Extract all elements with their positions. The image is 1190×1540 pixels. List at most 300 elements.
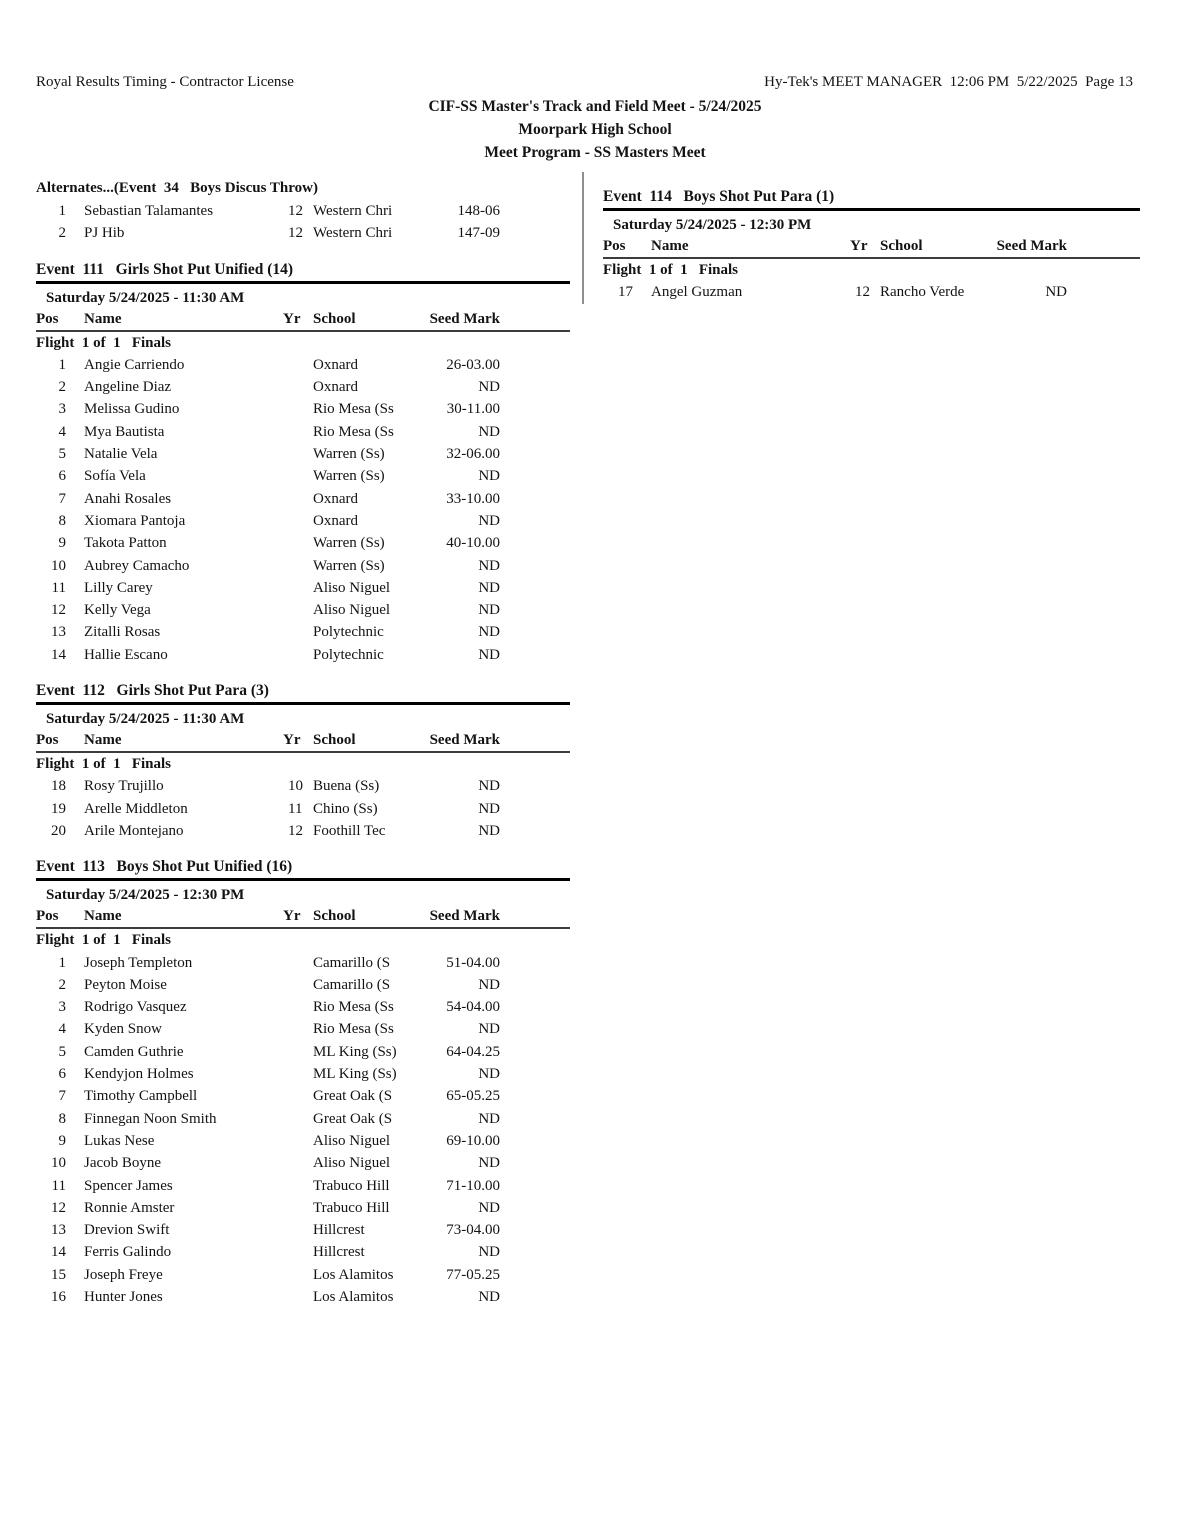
column-header-seed-mark: Seed Mark (429, 908, 500, 925)
entry-seed-mark: 147-09 (457, 225, 500, 242)
entry-seed-mark: 30-11.00 (446, 401, 500, 418)
column-header-pos: Pos (603, 238, 626, 254)
entry-row (36, 1108, 570, 1130)
entry-row (36, 996, 570, 1018)
entry-seed-mark: ND (478, 512, 500, 529)
table-header (36, 906, 570, 929)
entry-seed-mark: 54-04.00 (446, 999, 500, 1016)
entry-year (283, 488, 313, 510)
spacer (66, 996, 84, 1018)
entry-position: 10 (51, 557, 66, 574)
entry-year (283, 599, 313, 621)
entry-row (36, 555, 570, 577)
flight-label: Flight 1 of 1 Finals (36, 334, 172, 351)
entry-row (36, 488, 570, 510)
flight-label: Flight 1 of 1 Finals (36, 756, 172, 773)
entry-position: 8 (58, 512, 66, 529)
column-header-school: School (880, 238, 923, 254)
entry-school: Los Alamitos (313, 1266, 394, 1283)
entry-position: 19 (51, 800, 66, 817)
entry-name: Xiomara Pantoja (84, 512, 186, 529)
entry-seed-mark: ND (478, 468, 500, 485)
event-schedule: Saturday 5/24/2025 - 12:30 PM (613, 217, 812, 233)
entry-school: Los Alamitos (313, 1288, 394, 1305)
entry-row (36, 1041, 570, 1063)
entry-year (283, 532, 313, 554)
spacer (66, 421, 84, 443)
entry-position: 3 (58, 999, 66, 1016)
table-header (36, 309, 570, 332)
spacer (66, 200, 84, 222)
entry-position: 14 (51, 1244, 66, 1261)
spacer (66, 1130, 84, 1152)
entry-seed-mark: 69-10.00 (446, 1132, 500, 1149)
column-header-yr: Yr (283, 732, 301, 749)
entry-row (36, 577, 570, 599)
entry-year (283, 510, 313, 532)
entry-year (283, 555, 313, 577)
entry-row (36, 1175, 570, 1197)
entry-name: Angeline Diaz (84, 379, 172, 396)
spacer (66, 1241, 84, 1263)
entry-seed-mark: 73-04.00 (446, 1222, 500, 1239)
spacer (66, 599, 84, 621)
entry-seed-mark: ND (478, 822, 500, 839)
alternates-rows (36, 200, 570, 245)
entry-year (283, 1041, 313, 1063)
entry-name: Mya Bautista (84, 423, 165, 440)
entry-row (36, 1063, 570, 1085)
entry-seed-mark: ND (478, 1288, 500, 1305)
entry-year (283, 1018, 313, 1040)
entry-seed-mark: ND (478, 800, 500, 817)
entry-seed-mark: ND (478, 379, 500, 396)
spacer (66, 820, 84, 842)
entry-row (36, 376, 570, 398)
spacer (66, 1197, 84, 1219)
entry-year (283, 644, 313, 666)
entry-year: 12 (288, 822, 303, 839)
entry-row (36, 465, 570, 487)
entry-row (36, 974, 570, 996)
entry-year: 12 (288, 225, 303, 242)
entry-name: Spencer James (84, 1177, 173, 1194)
event-title: Event 114 Boys Shot Put Para (1) (603, 186, 1140, 211)
entry-name: Arelle Middleton (84, 800, 188, 817)
entry-position: 1 (58, 356, 66, 373)
entry-name: Angie Carriendo (84, 356, 185, 373)
entry-year: 12 (288, 203, 303, 219)
entry-row (36, 1241, 570, 1263)
entry-year: 11 (288, 800, 303, 817)
entry-row (36, 398, 570, 420)
entry-position: 18 (51, 778, 66, 795)
event-section (36, 856, 570, 1308)
entry-row (36, 421, 570, 443)
entry-name: Melissa Gudino (84, 401, 180, 418)
entry-position: 9 (58, 1132, 66, 1149)
entry-position: 1 (58, 203, 66, 219)
spacer (66, 952, 84, 974)
column-header-pos: Pos (36, 732, 59, 749)
spacer (66, 577, 84, 599)
flight-label: Flight 1 of 1 Finals (36, 932, 172, 949)
entry-year (283, 1130, 313, 1152)
entry-school: Western Chri (313, 203, 393, 219)
column-header-school: School (313, 908, 356, 925)
spacer (66, 1286, 84, 1308)
column-header-pos: Pos (36, 310, 59, 327)
entry-name: Hallie Escano (84, 646, 168, 663)
entry-name: Anahi Rosales (84, 490, 172, 507)
entry-school: Rio Mesa (Ss (313, 999, 394, 1016)
entry-school: Warren (Ss) (313, 535, 385, 552)
entry-school: Oxnard (313, 490, 358, 507)
entry-seed-mark: 65-05.25 (446, 1088, 500, 1105)
entry-row (36, 222, 570, 244)
entry-seed-mark: ND (478, 579, 500, 596)
entry-name: Jacob Boyne (84, 1155, 162, 1172)
column-divider (582, 172, 1142, 304)
entry-row (36, 644, 570, 666)
entry-position: 11 (51, 579, 66, 596)
entry-name: Peyton Moise (84, 976, 167, 993)
entry-position: 10 (51, 1155, 66, 1172)
entry-name: Takota Patton (84, 535, 167, 552)
entry-position: 2 (58, 379, 66, 396)
entry-year (283, 1085, 313, 1107)
entry-school: Hillcrest (313, 1222, 365, 1239)
entry-name: Lilly Carey (84, 579, 153, 596)
entry-position: 20 (51, 822, 66, 839)
entry-school: Western Chri (313, 225, 393, 242)
spacer (66, 775, 84, 797)
entry-seed-mark: 26-03.00 (446, 356, 500, 373)
entry-school: Foothill Tec (313, 822, 386, 839)
spacer (66, 1264, 84, 1286)
entry-school: Aliso Niguel (313, 1155, 391, 1172)
entry-name: Kelly Vega (84, 602, 151, 619)
entry-school: ML King (Ss) (313, 1066, 397, 1083)
entry-name: Timothy Campbell (84, 1088, 198, 1105)
entry-seed-mark: 71-10.00 (446, 1177, 500, 1194)
entry-seed-mark: ND (478, 602, 500, 619)
alternates-section (36, 177, 570, 245)
entry-row (36, 1286, 570, 1308)
column-header-yr: Yr (283, 310, 301, 327)
entry-school: Rancho Verde (880, 284, 965, 301)
event-schedule: Saturday 5/24/2025 - 11:30 AM (46, 289, 245, 306)
entry-row (36, 510, 570, 532)
entry-row (36, 599, 570, 621)
entry-position: 1 (58, 954, 66, 971)
spacer (66, 510, 84, 532)
event-title: Event 111 Girls Shot Put Unified (14) (36, 259, 570, 284)
entry-seed-mark: ND (478, 557, 500, 574)
event-title: Event 112 Girls Shot Put Para (3) (36, 680, 570, 705)
entry-position: 9 (58, 535, 66, 552)
entry-name: Aubrey Camacho (84, 557, 190, 574)
entry-seed-mark: ND (478, 423, 500, 440)
entry-name: Joseph Templeton (84, 954, 193, 971)
entry-rows (36, 775, 570, 842)
event-schedule: Saturday 5/24/2025 - 11:30 AM (46, 711, 245, 728)
entry-seed-mark: ND (478, 976, 500, 993)
entry-name: Hunter Jones (84, 1288, 163, 1305)
entry-year (283, 421, 313, 443)
entry-school: Polytechnic (313, 646, 384, 663)
entry-position: 4 (58, 1021, 66, 1038)
entry-school: Aliso Niguel (313, 1132, 391, 1149)
column-header-yr: Yr (283, 908, 301, 925)
entry-year (283, 1219, 313, 1241)
entry-year (283, 398, 313, 420)
event-title: Event 113 Boys Shot Put Unified (16) (36, 856, 570, 881)
event-section (603, 186, 1140, 304)
entry-year (283, 1264, 313, 1286)
entry-school: ML King (Ss) (313, 1043, 397, 1060)
column-header-name: Name (84, 908, 122, 925)
entry-seed-mark: 33-10.00 (446, 490, 500, 507)
spacer (66, 644, 84, 666)
entry-year (283, 996, 313, 1018)
entry-year (283, 1063, 313, 1085)
entry-school: Rio Mesa (Ss (313, 401, 394, 418)
entry-position: 17 (618, 284, 633, 301)
content-columns (0, 172, 1190, 1322)
entry-position: 2 (58, 225, 66, 242)
spacer (66, 1108, 84, 1130)
entry-school: Great Oak (S (313, 1088, 393, 1105)
entry-row (36, 820, 570, 842)
meet-venue: Moorpark High School (518, 121, 672, 138)
entry-row (36, 200, 570, 222)
entry-position: 7 (58, 490, 66, 507)
entry-school: Polytechnic (313, 624, 384, 641)
entry-name: Zitalli Rosas (84, 624, 161, 641)
entry-school: Oxnard (313, 512, 358, 529)
entry-seed-mark: 64-04.25 (446, 1043, 500, 1060)
entry-name: Camden Guthrie (84, 1043, 184, 1060)
entry-name: Natalie Vela (84, 446, 158, 463)
spacer (66, 1219, 84, 1241)
column-header-school: School (313, 732, 356, 749)
column-header-name: Name (84, 732, 122, 749)
entry-row (36, 798, 570, 820)
entry-position: 6 (58, 468, 66, 485)
entry-position: 4 (58, 423, 66, 440)
table-header (36, 730, 570, 753)
entry-year: 10 (288, 778, 303, 795)
entry-seed-mark: ND (478, 624, 500, 641)
entry-rows (36, 354, 570, 666)
entry-name: Finnegan Noon Smith (84, 1110, 217, 1127)
entry-seed-mark: ND (1045, 284, 1067, 301)
timing-license-text: Royal Results Timing - Contractor License (36, 74, 294, 90)
spacer (66, 730, 84, 750)
entry-school: Warren (Ss) (313, 468, 385, 485)
entry-school: Camarillo (S (313, 976, 391, 993)
entry-position: 2 (58, 976, 66, 993)
entry-name: Arile Montejano (84, 822, 184, 839)
page-header (0, 0, 1190, 90)
entry-seed-mark: ND (478, 1021, 500, 1038)
entry-row (36, 1219, 570, 1241)
entry-seed-mark: ND (478, 1155, 500, 1172)
entry-name: Ferris Galindo (84, 1244, 172, 1261)
entry-year (283, 1286, 313, 1308)
column-header-seed-mark: Seed Mark (996, 238, 1067, 254)
meet-manager-text: Hy-Tek's MEET MANAGER 12:06 PM 5/22/2025 Page 13 (764, 74, 1133, 90)
spacer (66, 1152, 84, 1174)
column-header-pos: Pos (36, 908, 59, 925)
entry-row (603, 281, 1140, 303)
entry-year (283, 621, 313, 643)
spacer (66, 974, 84, 996)
column-header-school: School (313, 310, 356, 327)
entry-row (36, 1152, 570, 1174)
entry-seed-mark: 32-06.00 (446, 446, 500, 463)
spacer (66, 555, 84, 577)
entry-year: 12 (855, 284, 870, 301)
entry-name: Kyden Snow (84, 1021, 162, 1038)
entry-row (36, 532, 570, 554)
entry-year (283, 1197, 313, 1219)
entry-name: Joseph Freye (84, 1266, 163, 1283)
entry-name: Ronnie Amster (84, 1199, 175, 1216)
entry-year (283, 376, 313, 398)
entry-name: Rodrigo Vasquez (84, 999, 187, 1016)
entry-name: Drevion Swift (84, 1222, 170, 1239)
spacer (66, 1085, 84, 1107)
program-subtitle: Meet Program - SS Masters Meet (484, 144, 706, 161)
column-header-name: Name (84, 310, 122, 327)
entry-position: 13 (51, 624, 66, 641)
spacer (66, 621, 84, 643)
entry-seed-mark: ND (478, 778, 500, 795)
entry-school: Oxnard (313, 379, 358, 396)
entry-school: Aliso Niguel (313, 579, 391, 596)
event-section (36, 259, 570, 666)
entry-position: 7 (58, 1088, 66, 1105)
entry-row (36, 443, 570, 465)
spacer (66, 443, 84, 465)
entry-school: Rio Mesa (Ss (313, 1021, 394, 1038)
entry-school: Warren (Ss) (313, 557, 385, 574)
entry-row (36, 775, 570, 797)
entry-school: Camarillo (S (313, 954, 391, 971)
entry-row (36, 1197, 570, 1219)
entry-row (36, 952, 570, 974)
entry-rows (36, 952, 570, 1309)
entry-school: Trabuco Hill (313, 1177, 390, 1194)
spacer (66, 222, 84, 244)
entry-school: Buena (Ss) (313, 778, 380, 795)
entry-position: 8 (58, 1110, 66, 1127)
entry-year (283, 1108, 313, 1130)
spacer (66, 1063, 84, 1085)
entry-school: Warren (Ss) (313, 446, 385, 463)
entry-name: Kendyjon Holmes (84, 1066, 194, 1083)
entry-year (283, 974, 313, 996)
entry-name: Sofía Vela (84, 468, 146, 485)
spacer (66, 798, 84, 820)
entry-name: Sebastian Talamantes (84, 203, 214, 219)
entry-position: 5 (58, 446, 66, 463)
left-column (36, 172, 570, 1322)
meet-title-block (0, 95, 1190, 164)
entry-position: 16 (51, 1288, 66, 1305)
entry-position: 12 (51, 602, 66, 619)
entry-row (36, 1085, 570, 1107)
spacer (66, 532, 84, 554)
entry-year (283, 1152, 313, 1174)
spacer (66, 488, 84, 510)
meet-title: CIF-SS Master's Track and Field Meet - 5/24/2025 (428, 98, 762, 115)
entry-row (36, 1264, 570, 1286)
entry-seed-mark: ND (478, 1199, 500, 1216)
event-section (36, 680, 570, 842)
right-column (603, 186, 1140, 304)
entry-name: PJ Hib (84, 225, 125, 242)
entry-name: Lukas Nese (84, 1132, 155, 1149)
column-header-name: Name (651, 238, 689, 254)
entry-school: Rio Mesa (Ss (313, 423, 394, 440)
entry-position: 5 (58, 1043, 66, 1060)
entry-school: Oxnard (313, 356, 358, 373)
column-header-seed-mark: Seed Mark (429, 732, 500, 749)
spacer (66, 906, 84, 926)
entry-position: 14 (51, 646, 66, 663)
event-schedule: Saturday 5/24/2025 - 12:30 PM (46, 887, 245, 904)
spacer (633, 236, 651, 256)
entry-position: 11 (51, 1177, 66, 1194)
entry-year (283, 443, 313, 465)
entry-seed-mark: ND (478, 1244, 500, 1261)
entry-position: 3 (58, 401, 66, 418)
entry-seed-mark: 40-10.00 (446, 535, 500, 552)
spacer (66, 1175, 84, 1197)
entry-year (283, 354, 313, 376)
spacer (66, 376, 84, 398)
entry-school: Aliso Niguel (313, 602, 391, 619)
entry-year (283, 952, 313, 974)
entry-seed-mark: 77-05.25 (446, 1266, 500, 1283)
entry-school: Trabuco Hill (313, 1199, 390, 1216)
spacer (66, 465, 84, 487)
column-header-yr: Yr (850, 238, 868, 254)
spacer (66, 354, 84, 376)
entry-school: Hillcrest (313, 1244, 365, 1261)
entry-year (283, 1241, 313, 1263)
spacer (66, 398, 84, 420)
entry-row (36, 354, 570, 376)
spacer (633, 281, 651, 303)
entry-year (283, 465, 313, 487)
spacer (66, 1041, 84, 1063)
spacer (66, 1018, 84, 1040)
entry-year (283, 577, 313, 599)
entry-name: Angel Guzman (651, 284, 743, 301)
entry-position: 6 (58, 1066, 66, 1083)
entry-school: Great Oak (S (313, 1110, 393, 1127)
entry-seed-mark: ND (478, 646, 500, 663)
entry-row (36, 1018, 570, 1040)
entry-name: Rosy Trujillo (84, 778, 164, 795)
entry-row (36, 1130, 570, 1152)
alternates-title: Alternates...(Event 34 Boys Discus Throw) (36, 180, 318, 196)
entry-school: Chino (Ss) (313, 800, 378, 817)
